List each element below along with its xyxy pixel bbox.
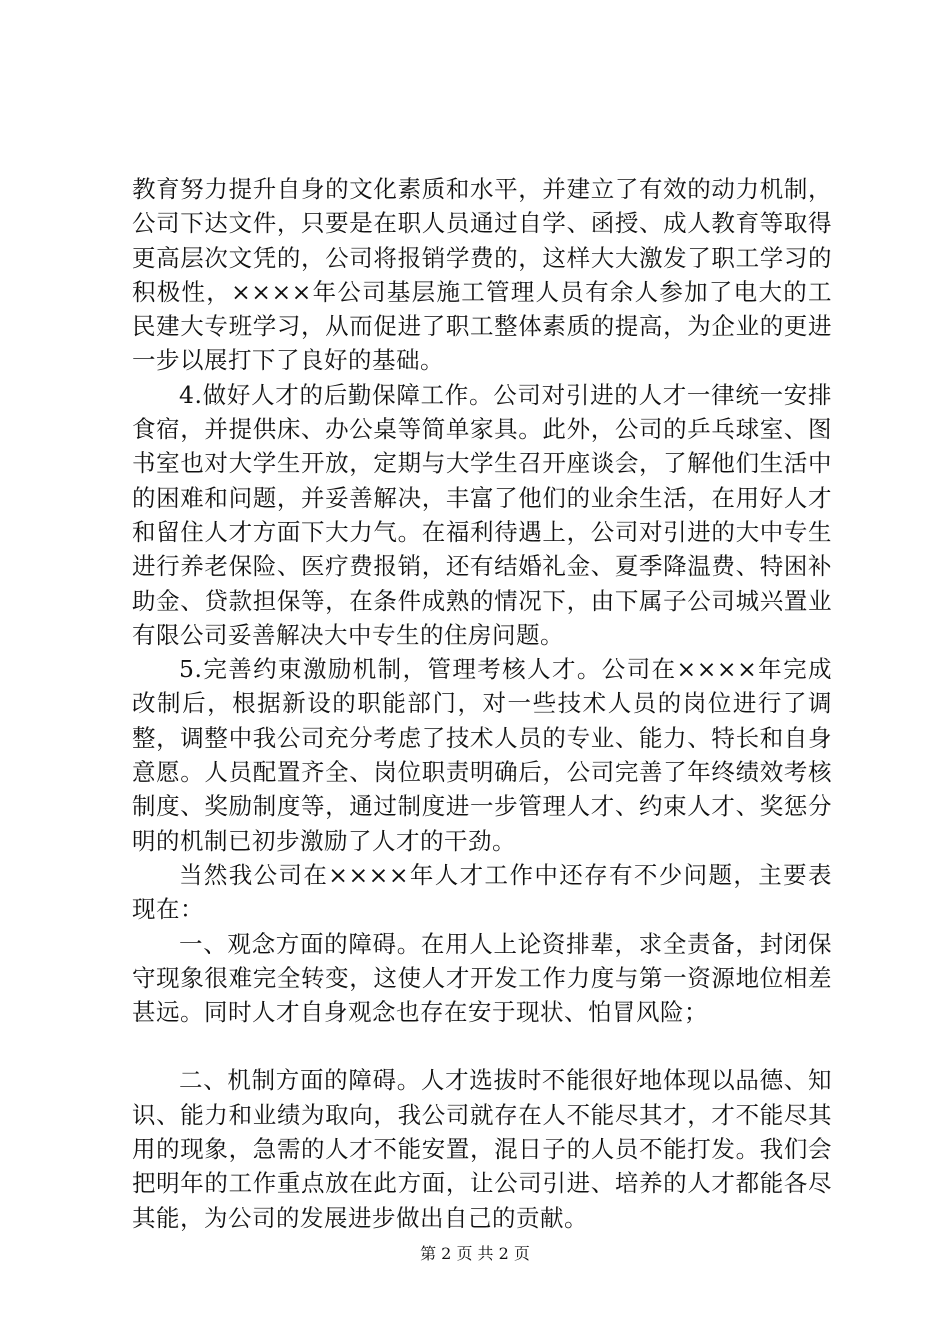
paragraph-logistics: 4.做好人才的后勤保障工作。公司对引进的人才一律统一安排食宿，并提供床、办公桌等简单家具。此外，公司的乒乓球室、图书室也对大学生开放，定期与大学生召开座谈会，了解他们生活中的困难和问题，并妥善解决，丰富了他们的业余生活，在用好人才和留住人才方面下大力气。在福利待遇上，公司对引进的大中专生进行养老保险、医疗费报销，还有结婚礼金、夏季降温费、特困补助金、贷款担保等，在条件成熟的情况下，由下属子公司城兴置业有限公司妥善解决大中专生的住房问题。: [132, 380, 832, 649]
page-number: 第 2 页 共 2 页: [420, 1244, 530, 1263]
document-body: [132, 172, 832, 1235]
paragraph-education: 教育努力提升自身的文化素质和水平，并建立了有效的动力机制，公司下达文件，只要是在职人员通过自学、函授、成人教育等取得更高层次文凭的，公司将报销学费的，这样大大激发了职工学习的积极性，××××年公司基层施工管理人员有余人参加了电大的工民建大专班学习，从而促进了职工整体素质的提高，为企业的更进一步以展打下了良好的基础。: [132, 175, 832, 375]
paragraph-incentive: 5.完善约束激励机制，管理考核人才。公司在××××年完成改制后，根据新设的职能部门，对一些技术人员的岗位进行了调整，调整中我公司充分考虑了技术人员的专业、能力、特长和自身意愿。人员配置齐全、岗位职责明确后，公司完善了年终绩效考核制度、奖励制度等，通过制度进一步管理人才、约束人才、奖惩分明的机制已初步激励了人才的干劲。: [132, 655, 832, 855]
paragraph-concept-obstacle: 一、观念方面的障碍。在用人上论资排辈，求全责备，封闭保守现象很难完全转变，这使人才开发工作力度与第一资源地位相差甚远。同时人才自身观念也存在安于现状、怕冒风险；: [132, 929, 832, 1027]
paragraph-mechanism-obstacle: 二、机制方面的障碍。人才选拔时不能很好地体现以品德、知识、能力和业绩为取向，我公司就存在人不能尽其才，才不能尽其用的现象，急需的人才不能安置，混日子的人员不能打发。我们会把明年的工作重点放在此方面，让公司引进、培养的人才都能各尽其能，为公司的发展进步做出自己的贡献。: [132, 1066, 832, 1232]
paragraph-problems-intro: 当然我公司在××××年人才工作中还存有不少问题，主要表现在：: [132, 860, 832, 924]
